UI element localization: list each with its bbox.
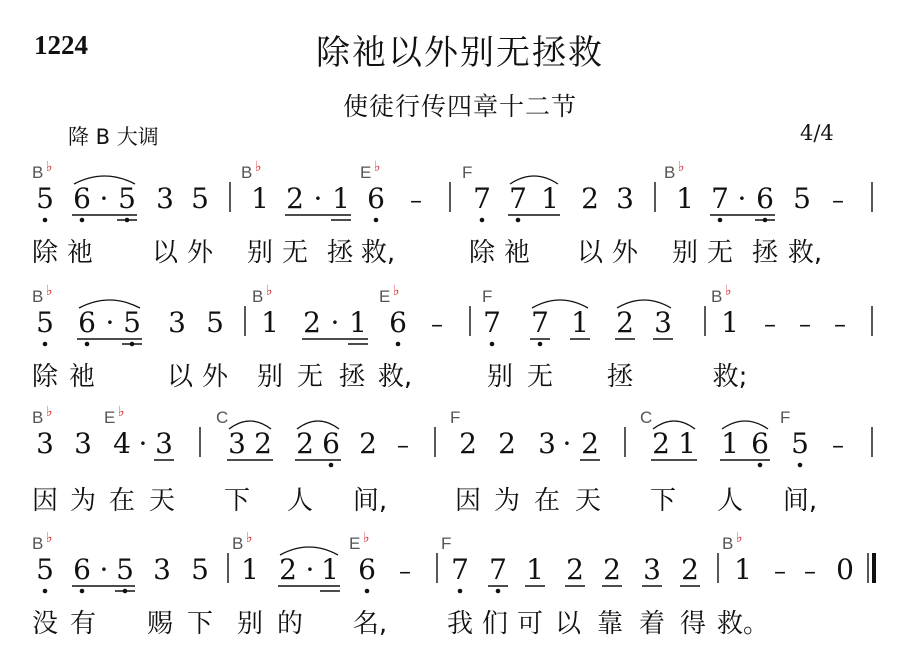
note: 3 — [654, 306, 672, 339]
lower-octave-dot — [458, 589, 463, 594]
chord-symbol — [360, 159, 381, 182]
lower-octave-dot — [43, 218, 48, 223]
lyric-syllable: 拯 — [338, 362, 366, 392]
lyric-syllable: 因 — [31, 486, 59, 516]
lyric-syllable: 祂 — [66, 238, 94, 268]
chord-root: C — [640, 408, 653, 427]
chord-symbol — [450, 408, 460, 427]
flat-sign: ♭ — [725, 283, 732, 299]
note: 7 — [489, 553, 507, 586]
lyric-syllable: 在 — [533, 486, 561, 516]
flat-sign: ♭ — [678, 159, 685, 175]
note: 3 — [538, 427, 556, 460]
lyric-syllable: 以 — [166, 362, 194, 392]
hymn-title: 除祂以外别无拯救 — [316, 33, 604, 73]
chord-symbol — [349, 530, 370, 553]
sustain-dash: – — [431, 310, 443, 338]
lower-octave-dot — [365, 589, 370, 594]
note: 1 — [721, 306, 739, 339]
note: 7 — [509, 182, 527, 215]
note: 3 — [36, 427, 54, 460]
lyric-syllable: 除 — [31, 238, 59, 268]
note: 2 — [296, 427, 314, 460]
note: 2 — [603, 553, 621, 586]
note: 2 — [681, 553, 699, 586]
note: 5 — [791, 427, 809, 460]
lyric-syllable: 天 — [148, 486, 176, 516]
flat-sign: ♭ — [266, 283, 273, 299]
note: 1 — [676, 182, 694, 215]
lower-octave-dot — [718, 218, 723, 223]
note: 3 — [155, 427, 173, 460]
note: 3 — [228, 427, 246, 460]
chord-root: B — [32, 163, 44, 182]
lyric-syllable: 祂 — [68, 362, 96, 392]
note: 2 — [359, 427, 377, 460]
chord-root: F — [450, 408, 461, 427]
note: 1 — [251, 182, 269, 215]
lyric-syllable: 人 — [716, 486, 744, 516]
note: 5 — [191, 553, 209, 586]
chord-root: E — [379, 287, 391, 306]
flat-sign: ♭ — [46, 530, 53, 546]
chord-root: E — [349, 534, 361, 553]
lyrics-line — [0, 356, 920, 396]
chord-root: E — [104, 408, 116, 427]
sustain-dash: – — [397, 431, 409, 459]
sustain-dash: – — [410, 186, 422, 214]
lyric-syllable: 别 — [486, 362, 514, 392]
sustain-dash: – — [832, 431, 844, 459]
dot-augment: · — [737, 182, 747, 215]
note: 2 — [616, 306, 634, 339]
music-system-1 — [0, 160, 920, 280]
lyric-syllable: 在 — [108, 486, 136, 516]
lyric-syllable: 天 — [574, 486, 602, 516]
lyric-syllable: 间, — [782, 486, 818, 516]
sustain-dash: – — [804, 557, 816, 585]
lower-octave-dot — [329, 463, 334, 468]
lyric-syllable: 靠 — [596, 609, 624, 639]
note: 3 — [616, 182, 634, 215]
lower-octave-dot — [43, 342, 48, 347]
note: 1 — [721, 427, 739, 460]
note: 5 — [118, 182, 136, 215]
lyric-syllable: 拯 — [751, 238, 779, 268]
sustain-dash: – — [832, 186, 844, 214]
note: 6 — [389, 306, 407, 339]
note: 5 — [191, 182, 209, 215]
dot-augment: · — [105, 306, 115, 339]
lyric-syllable: 的 — [276, 609, 304, 639]
chord-symbol — [780, 408, 790, 427]
note: 1 — [332, 182, 350, 215]
lyric-syllable: 外 — [201, 362, 229, 392]
lyric-syllable: 救, — [377, 362, 413, 392]
lyric-syllable: 除 — [468, 238, 496, 268]
dot-augment: · — [562, 427, 572, 460]
chord-symbol — [441, 534, 451, 553]
note: 2 — [254, 427, 272, 460]
lyric-syllable: 以 — [554, 609, 582, 639]
sustain-dash: – — [799, 310, 811, 338]
note: 5 — [36, 553, 54, 586]
chord-symbol — [32, 283, 53, 306]
lower-octave-dot — [374, 218, 379, 223]
lyric-syllable: 除 — [31, 362, 59, 392]
lower-octave-dot — [516, 218, 521, 223]
lower-octave-dot — [80, 218, 85, 223]
note: 2 — [581, 182, 599, 215]
note: 3 — [156, 182, 174, 215]
lyric-syllable: 因 — [454, 486, 482, 516]
note: 2 — [303, 306, 321, 339]
final-barline-thick — [872, 553, 876, 583]
note: 2 — [286, 182, 304, 215]
chord-symbol — [216, 408, 228, 427]
lyric-syllable: 可 — [516, 609, 544, 639]
note: 5 — [206, 306, 224, 339]
chord-root: B — [711, 287, 723, 306]
chord-root: B — [232, 534, 244, 553]
music-system-3 — [0, 405, 920, 525]
note: 5 — [123, 306, 141, 339]
lyric-syllable: 为 — [493, 486, 521, 516]
lyrics-line — [0, 232, 920, 272]
chord-root: B — [252, 287, 264, 306]
lower-octave-dot — [538, 342, 543, 347]
lyric-syllable: 救。 — [716, 609, 770, 639]
note: 2 — [279, 553, 297, 586]
note: 1 — [734, 553, 752, 586]
chord-symbol — [241, 159, 262, 182]
note: 6 — [751, 427, 769, 460]
chord-root: B — [722, 534, 734, 553]
note: 2 — [652, 427, 670, 460]
scripture-reference: 使徒行传四章十二节 — [342, 92, 577, 121]
note: 3 — [643, 553, 661, 586]
chord-root: B — [32, 534, 44, 553]
chord-symbol — [32, 404, 53, 427]
note: 7 — [473, 182, 491, 215]
lyric-syllable: 别 — [256, 362, 284, 392]
note: 4 — [113, 427, 131, 460]
chord-root: F — [482, 287, 493, 306]
chord-symbol — [711, 283, 732, 306]
note: 2 — [581, 427, 599, 460]
lyric-syllable: 没 — [31, 609, 59, 639]
note: 7 — [483, 306, 501, 339]
note: 3 — [74, 427, 92, 460]
dot-augment: · — [99, 182, 109, 215]
lyric-syllable: 救; — [712, 362, 748, 392]
note: 6 — [358, 553, 376, 586]
note: 5 — [36, 182, 54, 215]
lyric-syllable: 赐 — [146, 609, 174, 639]
note: 1 — [241, 553, 259, 586]
chord-root: E — [360, 163, 372, 182]
lyric-syllable: 下 — [649, 486, 677, 516]
dot-augment: · — [305, 553, 315, 586]
chord-symbol — [252, 283, 273, 306]
lyric-syllable: 别 — [246, 238, 274, 268]
note: 2 — [498, 427, 516, 460]
flat-sign: ♭ — [246, 530, 253, 546]
lyric-syllable: 别 — [236, 609, 264, 639]
lower-octave-dot — [396, 342, 401, 347]
chord-root: B — [32, 287, 44, 306]
note: 2 — [566, 553, 584, 586]
chord-root: C — [216, 408, 229, 427]
note: 2 — [459, 427, 477, 460]
note: 6 — [73, 553, 91, 586]
note: 1 — [571, 306, 589, 339]
note: 6 — [756, 182, 774, 215]
lower-octave-dot — [496, 589, 501, 594]
lyric-syllable: 着 — [638, 609, 666, 639]
lyric-syllable: 有 — [69, 609, 97, 639]
chord-symbol — [664, 159, 685, 182]
chord-symbol — [482, 287, 492, 306]
lower-octave-dot — [798, 463, 803, 468]
note: 3 — [168, 306, 186, 339]
flat-sign: ♭ — [374, 159, 381, 175]
music-system-4 — [0, 531, 920, 651]
chord-root: F — [462, 163, 473, 182]
chord-root: B — [32, 408, 44, 427]
time-signature: 4/4 — [800, 121, 834, 145]
note: 0 — [836, 553, 854, 586]
chord-root: F — [441, 534, 452, 553]
note: 1 — [678, 427, 696, 460]
note: 1 — [541, 182, 559, 215]
dot-augment: · — [99, 553, 109, 586]
chord-symbol — [32, 159, 53, 182]
flat-sign: ♭ — [393, 283, 400, 299]
note: 6 — [78, 306, 96, 339]
lyric-syllable: 救, — [360, 238, 396, 268]
music-system-2 — [0, 284, 920, 404]
lower-octave-dot — [85, 342, 90, 347]
lyric-syllable: 无 — [706, 238, 734, 268]
lyric-syllable: 祂 — [503, 238, 531, 268]
lyric-syllable: 下 — [223, 486, 251, 516]
lyric-syllable: 救, — [787, 238, 823, 268]
lyrics-line — [0, 480, 920, 520]
lyric-syllable: 为 — [69, 486, 97, 516]
chord-symbol — [379, 283, 400, 306]
lower-octave-dot — [758, 463, 763, 468]
lower-octave-dot — [43, 589, 48, 594]
lyrics-line — [0, 603, 920, 643]
lyric-syllable: 人 — [286, 486, 314, 516]
lyric-syllable: 名, — [352, 609, 388, 639]
note: 7 — [451, 553, 469, 586]
sustain-dash: – — [834, 310, 846, 338]
note: 6 — [367, 182, 385, 215]
lower-octave-dot — [80, 589, 85, 594]
lyric-syllable: 别 — [671, 238, 699, 268]
lyric-syllable: 以 — [576, 238, 604, 268]
dot-augment: · — [138, 427, 148, 460]
note: 1 — [321, 553, 339, 586]
lyric-syllable: 拯 — [326, 238, 354, 268]
flat-sign: ♭ — [46, 404, 53, 420]
note: 1 — [526, 553, 544, 586]
chord-symbol — [722, 530, 743, 553]
note: 5 — [116, 553, 134, 586]
flat-sign: ♭ — [363, 530, 370, 546]
chord-root: B — [664, 163, 676, 182]
lyric-syllable: 得 — [679, 609, 707, 639]
sustain-dash: – — [774, 557, 786, 585]
sustain-dash: – — [399, 557, 411, 585]
chord-root: F — [780, 408, 791, 427]
lyric-syllable: 间, — [352, 486, 388, 516]
flat-sign: ♭ — [736, 530, 743, 546]
lyric-syllable: 无 — [296, 362, 324, 392]
chord-symbol — [32, 530, 53, 553]
lyric-syllable: 们 — [481, 609, 509, 639]
hymn-number: 1224 — [34, 30, 88, 60]
flat-sign: ♭ — [255, 159, 262, 175]
lower-octave-dot — [480, 218, 485, 223]
note: 3 — [153, 553, 171, 586]
lyric-syllable: 无 — [526, 362, 554, 392]
note: 1 — [349, 306, 367, 339]
note: 6 — [322, 427, 340, 460]
chord-symbol — [104, 404, 125, 427]
lyric-syllable: 外 — [186, 238, 214, 268]
lyric-syllable: 下 — [186, 609, 214, 639]
lyric-syllable: 无 — [281, 238, 309, 268]
note: 5 — [793, 182, 811, 215]
dot-augment: · — [313, 182, 323, 215]
lower-octave-dot — [490, 342, 495, 347]
flat-sign: ♭ — [46, 283, 53, 299]
note: 6 — [73, 182, 91, 215]
chord-symbol — [462, 163, 472, 182]
note: 5 — [36, 306, 54, 339]
dot-augment: · — [330, 306, 340, 339]
note: 7 — [711, 182, 729, 215]
lyric-syllable: 以 — [151, 238, 179, 268]
note: 1 — [261, 306, 279, 339]
sustain-dash: – — [764, 310, 776, 338]
chord-root: B — [241, 163, 253, 182]
lyric-syllable: 我 — [446, 609, 474, 639]
flat-sign: ♭ — [118, 404, 125, 420]
chord-symbol — [640, 408, 652, 427]
chord-symbol — [232, 530, 253, 553]
key-signature: 降 B 大调 — [68, 125, 159, 149]
lyric-syllable: 外 — [611, 238, 639, 268]
lyric-syllable: 拯 — [606, 362, 634, 392]
flat-sign: ♭ — [46, 159, 53, 175]
note: 7 — [531, 306, 549, 339]
